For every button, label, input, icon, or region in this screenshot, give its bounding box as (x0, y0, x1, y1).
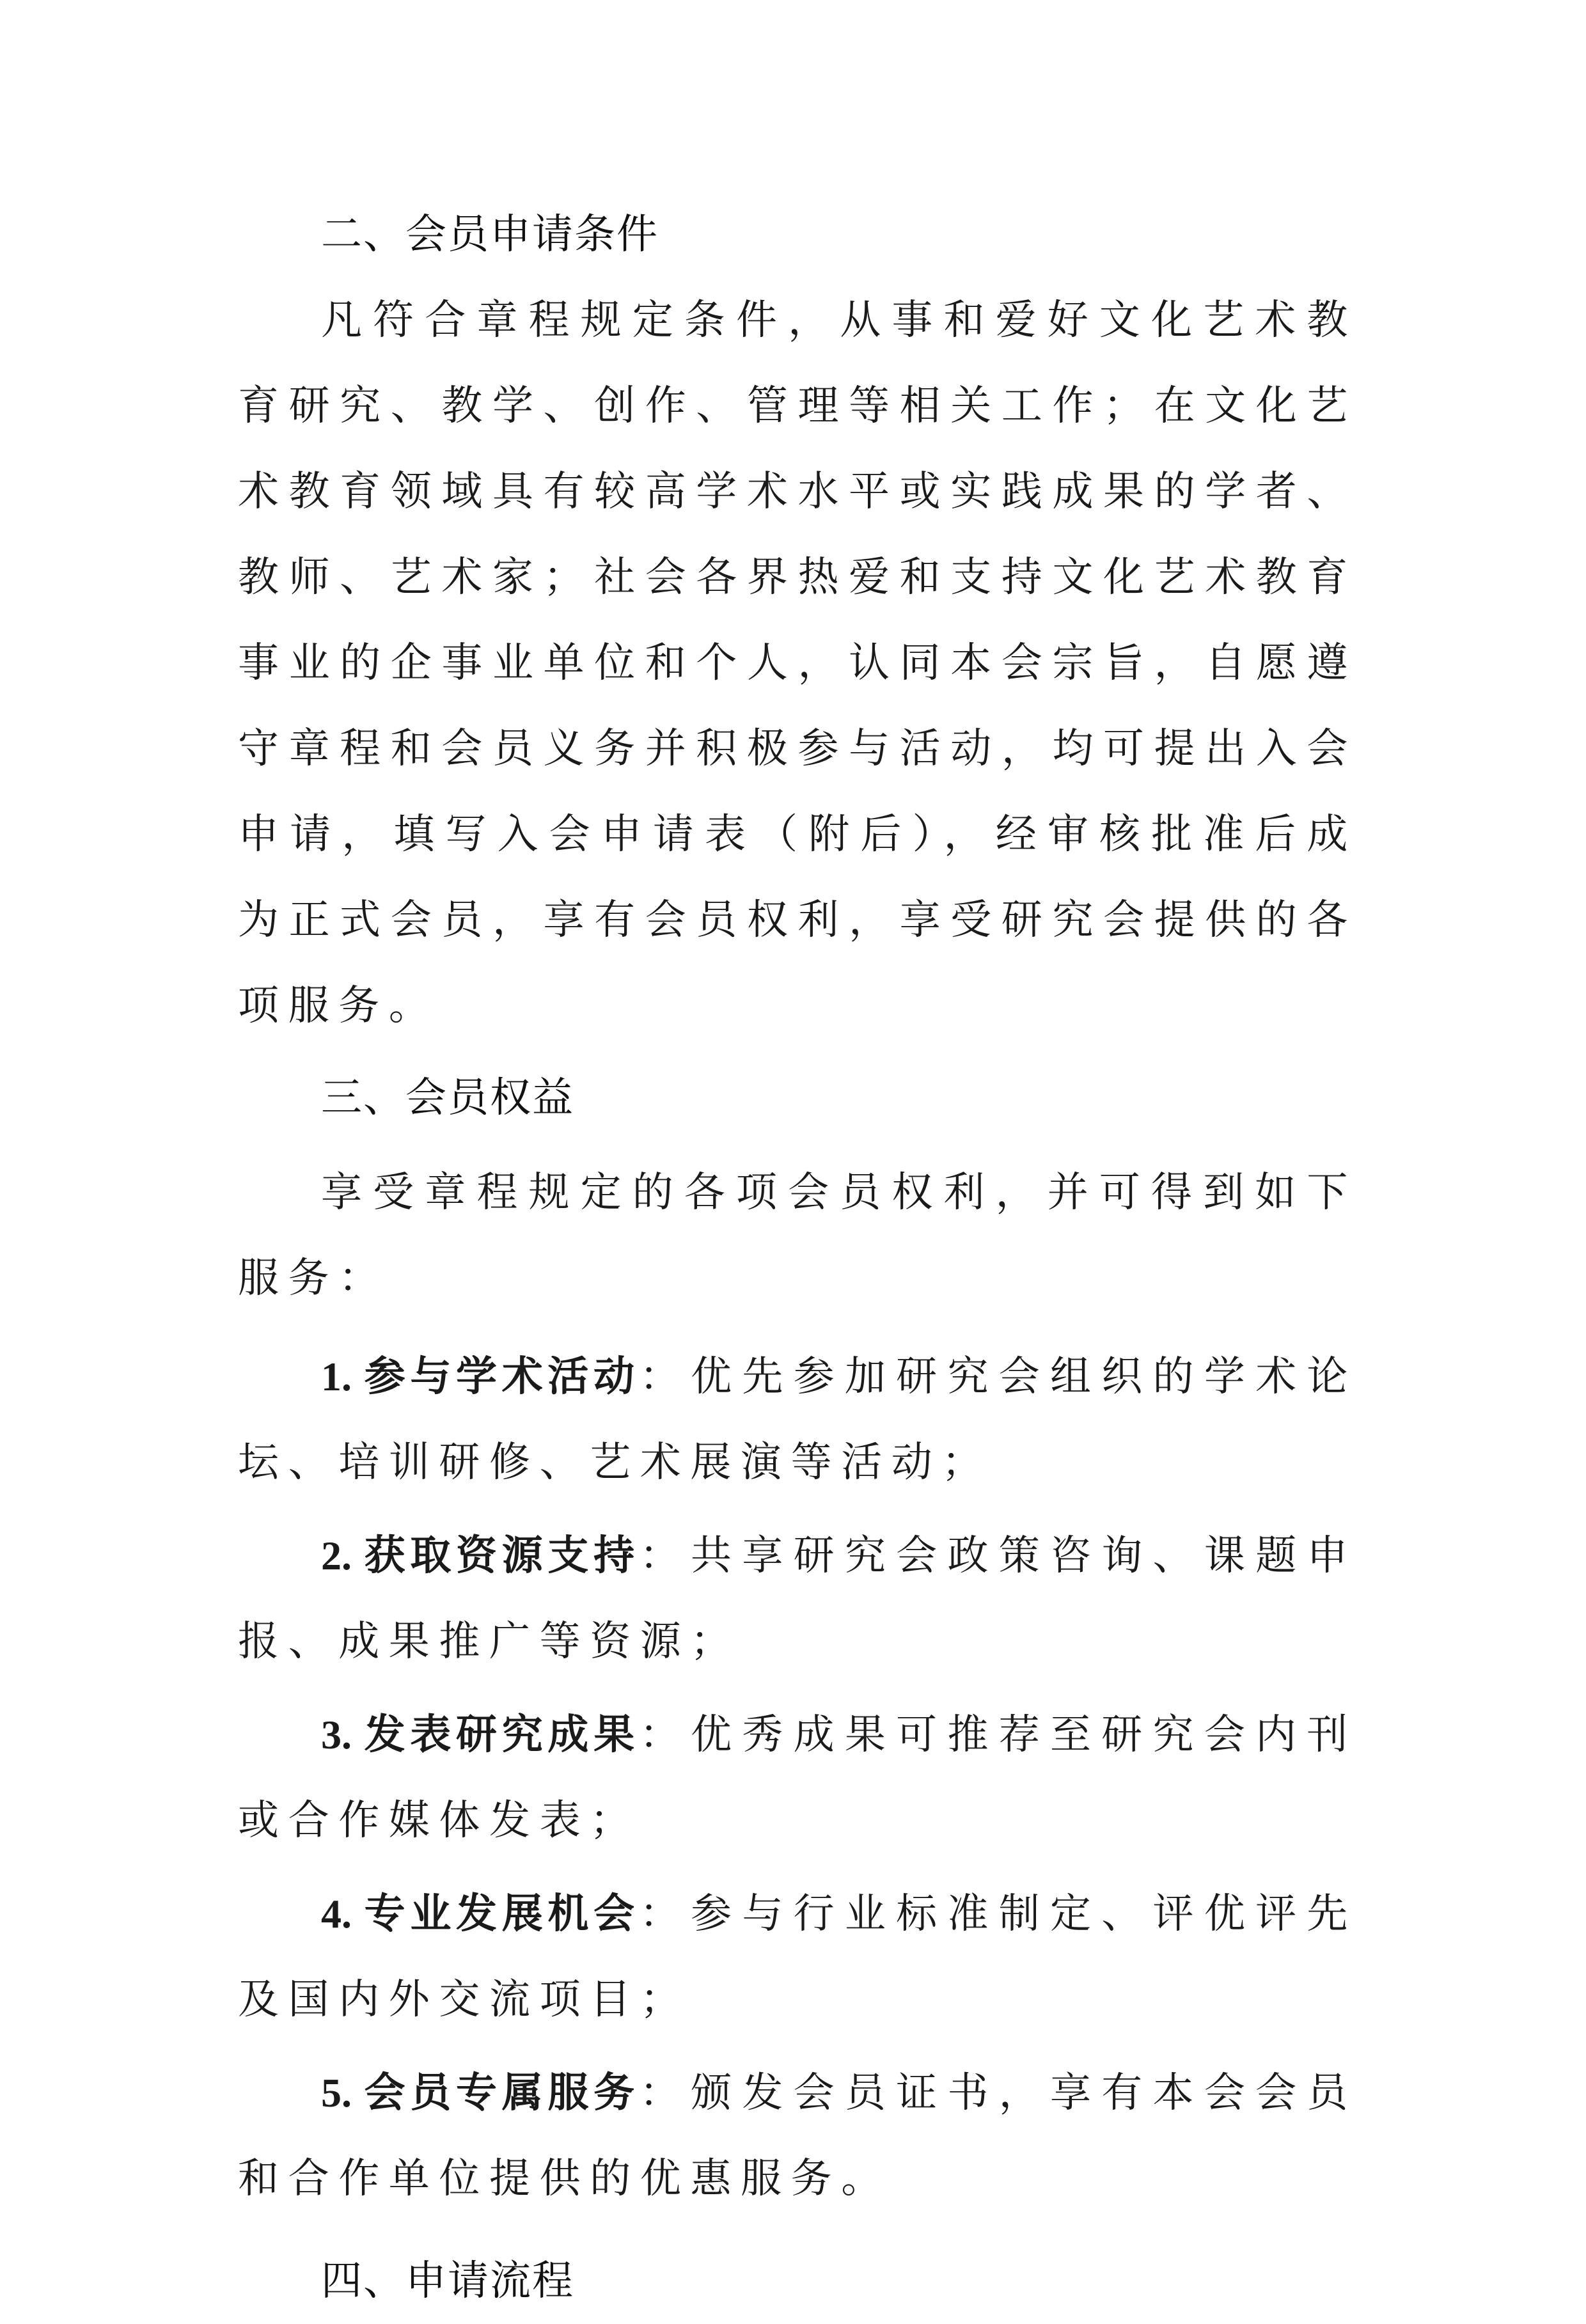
benefit-item-title: 会员专属服务 (363, 2069, 640, 2117)
benefit-item-number: 5. (321, 2070, 352, 2116)
benefit-item-text: ：参与行业标准制定、评优评先及国内外交流项目； (238, 1890, 1357, 2023)
benefit-item-professional-development (238, 1871, 1357, 2043)
section-heading-application-process: 四、申请流程 (321, 2257, 574, 2305)
benefit-item-text: ：颁发会员证书，享有本会会员和合作单位提供的优惠服务。 (238, 2069, 1357, 2202)
benefit-item-resource-support (238, 1513, 1357, 1684)
benefit-item-title: 专业发展机会 (363, 1890, 640, 1938)
benefit-item-academic-activities (238, 1334, 1357, 1505)
benefit-item-title: 获取资源支持 (363, 1532, 640, 1580)
benefit-item-exclusive-services (238, 2050, 1357, 2222)
document-body (238, 192, 1357, 2324)
benefit-item-publish-research (238, 1692, 1357, 1864)
benefit-item-title: 参与学术活动 (363, 1353, 640, 1401)
member-benefits-intro: 享受章程规定的各项会员权利，并可得到如下服务： (238, 1169, 1357, 1302)
section-heading-member-benefits: 三、会员权益 (321, 1074, 574, 1122)
benefit-item-number: 4. (321, 1891, 352, 1936)
benefit-item-number: 3. (321, 1712, 352, 1757)
benefit-item-text: ：优先参加研究会组织的学术论坛、培训研修、艺术展演等活动； (238, 1353, 1357, 1486)
benefit-item-number: 1. (321, 1354, 352, 1399)
benefit-item-text: ：优秀成果可推荐至研究会内刊或合作媒体发表； (238, 1711, 1357, 1844)
benefit-item-number: 2. (321, 1533, 352, 1578)
benefit-item-text: ：共享研究会政策咨询、课题申报、成果推广等资源； (238, 1532, 1357, 1665)
benefit-item-title: 发表研究成果 (363, 1711, 640, 1759)
section-heading-membership-conditions: 二、会员申请条件 (321, 211, 659, 258)
membership-conditions-paragraph: 凡符合章程规定条件，从事和爱好文化艺术教育研究、教学、创作、管理等相关工作；在文化艺术教育领域具有较高学术水平或实践成果的学者、教师、艺术家；社会各界热爱和支持文化艺术教育事业的企事业单位和个人，认同本会宗旨，自愿遵守章程和会员义务并积极参与活动，均可提出入会申请，填写入会申请表（附后），经审核批准后成为正式会员，享有会员权利，享受研究会提供的各项服务。 (238, 297, 1357, 1030)
